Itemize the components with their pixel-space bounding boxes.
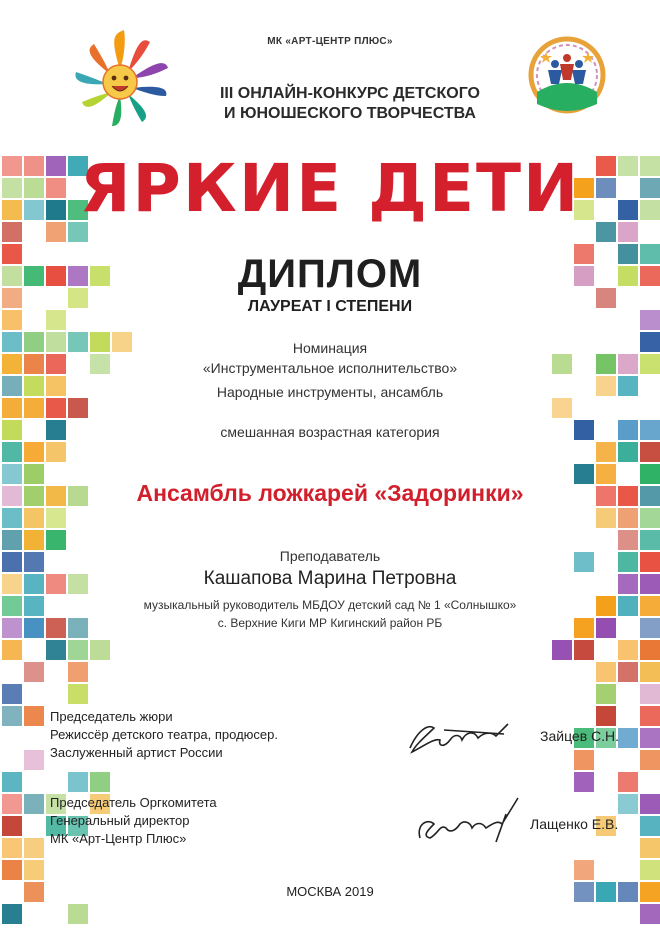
- decor-tile: [46, 442, 66, 462]
- decor-tile: [68, 640, 88, 660]
- diploma-degree: ЛАУРЕАТ I СТЕПЕНИ: [247, 298, 413, 315]
- decor-tile: [596, 442, 616, 462]
- decor-tile: [24, 860, 44, 880]
- jury-chair-honor: Заслуженный артист России: [50, 745, 223, 760]
- teacher-position: музыкальный руководитель МБДОУ детский сад № 1 «Солнышко»: [143, 598, 517, 612]
- decor-tile: [640, 662, 660, 682]
- jury-chair-signature: [404, 710, 514, 760]
- contest-title-line-1: III ОНЛАЙН-КОНКУРС ДЕТСКОГО: [219, 85, 480, 102]
- decor-tile: [640, 838, 660, 858]
- decor-tile: [574, 772, 594, 792]
- orgcommittee-chair-role: Генеральный директор: [50, 813, 190, 828]
- decor-tile: [596, 684, 616, 704]
- decor-tile: [2, 904, 22, 924]
- decor-tile: [68, 772, 88, 792]
- decor-tile: [2, 838, 22, 858]
- decor-tile: [24, 750, 44, 770]
- nomination-value: «Инструментальное исполнительство»: [202, 360, 458, 376]
- jury-chair-role: Режиссёр детского театра, продюсер.: [50, 727, 279, 742]
- organizer-name: МК «АРТ-ЦЕНТР ПЛЮС»: [267, 36, 393, 47]
- decor-tile: [640, 816, 660, 836]
- decor-tile: [596, 662, 616, 682]
- decor-tile: [46, 508, 66, 528]
- decor-tile: [640, 684, 660, 704]
- decor-tile: [640, 728, 660, 748]
- decor-tile: [2, 684, 22, 704]
- decor-tile: [640, 508, 660, 528]
- contest-brand-title: ЯРКИЕ ДЕТИ: [79, 150, 581, 227]
- decor-tile: [2, 530, 22, 550]
- decor-tile: [640, 794, 660, 814]
- decor-tile: [2, 442, 22, 462]
- decor-tile: [2, 816, 22, 836]
- decor-tile: [640, 706, 660, 726]
- decor-tile: [24, 794, 44, 814]
- decor-tile: [68, 662, 88, 682]
- decor-tile: [68, 398, 88, 418]
- contest-title-line-2: И ЮНОШЕСКОГО ТВОРЧЕСТВА: [224, 105, 476, 122]
- orgcommittee-chair-signature: [410, 794, 525, 854]
- decor-tile: [90, 640, 110, 660]
- decor-tile: [68, 684, 88, 704]
- decor-tile: [618, 662, 638, 682]
- decor-tile: [618, 728, 638, 748]
- decor-tile: [2, 772, 22, 792]
- decor-tile: [618, 772, 638, 792]
- decor-tile: [618, 508, 638, 528]
- teacher-label: Преподаватель: [279, 548, 381, 564]
- orgcommittee-chair-name: Лащенко Е.В.: [530, 816, 619, 832]
- age-category: смешанная возрастная категория: [220, 424, 440, 440]
- decor-tile: [2, 640, 22, 660]
- orgcommittee-chair-block: [50, 794, 217, 848]
- decor-tile: [640, 442, 660, 462]
- decor-tile: [24, 706, 44, 726]
- decor-tile: [24, 398, 44, 418]
- decor-tile: [552, 398, 572, 418]
- decor-tile: [46, 640, 66, 660]
- decor-tile: [46, 398, 66, 418]
- decor-tile: [552, 640, 572, 660]
- jury-chair-name: Зайцев С.Н.: [540, 728, 620, 744]
- decor-tile: [574, 640, 594, 660]
- decor-tile: [596, 706, 616, 726]
- city-year: МОСКВА 2019: [286, 884, 374, 899]
- decor-tile: [618, 442, 638, 462]
- teacher-location: с. Верхние Киги МР Кигинский район РБ: [217, 616, 443, 630]
- decor-tile: [24, 442, 44, 462]
- decor-tile: [618, 794, 638, 814]
- decor-tile: [618, 530, 638, 550]
- decor-tile: [2, 860, 22, 880]
- decor-tile: [618, 640, 638, 660]
- diploma-title: ДИПЛОМ: [237, 252, 423, 296]
- decor-tile: [24, 508, 44, 528]
- decor-tile: [90, 772, 110, 792]
- teacher-name: Кашапова Марина Петровна: [203, 568, 457, 589]
- jury-chair-block: [50, 708, 278, 762]
- decor-tile: [68, 904, 88, 924]
- decor-tile: [24, 530, 44, 550]
- decor-tile: [640, 860, 660, 880]
- orgcommittee-chair-org: МК «Арт-Центр Плюс»: [50, 831, 187, 846]
- decor-tile: [574, 750, 594, 770]
- subcategory: Народные инструменты, ансамбль: [216, 384, 444, 400]
- decor-tile: [2, 508, 22, 528]
- decor-tile: [596, 508, 616, 528]
- nomination-label: Номинация: [292, 340, 368, 356]
- decor-tile: [24, 838, 44, 858]
- decor-tile: [2, 706, 22, 726]
- jury-chair-title: Председатель жюри: [50, 709, 173, 724]
- contest-title: [200, 84, 500, 124]
- decor-tile: [2, 794, 22, 814]
- orgcommittee-chair-title: Председатель Оргкомитета: [50, 795, 217, 810]
- ensemble-name: Ансамбль ложкарей «Задоринки»: [136, 480, 524, 506]
- decor-tile: [46, 530, 66, 550]
- decor-tile: [2, 398, 22, 418]
- decor-tile: [24, 662, 44, 682]
- decor-tile: [640, 640, 660, 660]
- decor-tile: [640, 750, 660, 770]
- decor-tile: [640, 904, 660, 924]
- decor-tile: [574, 860, 594, 880]
- decor-tile: [640, 530, 660, 550]
